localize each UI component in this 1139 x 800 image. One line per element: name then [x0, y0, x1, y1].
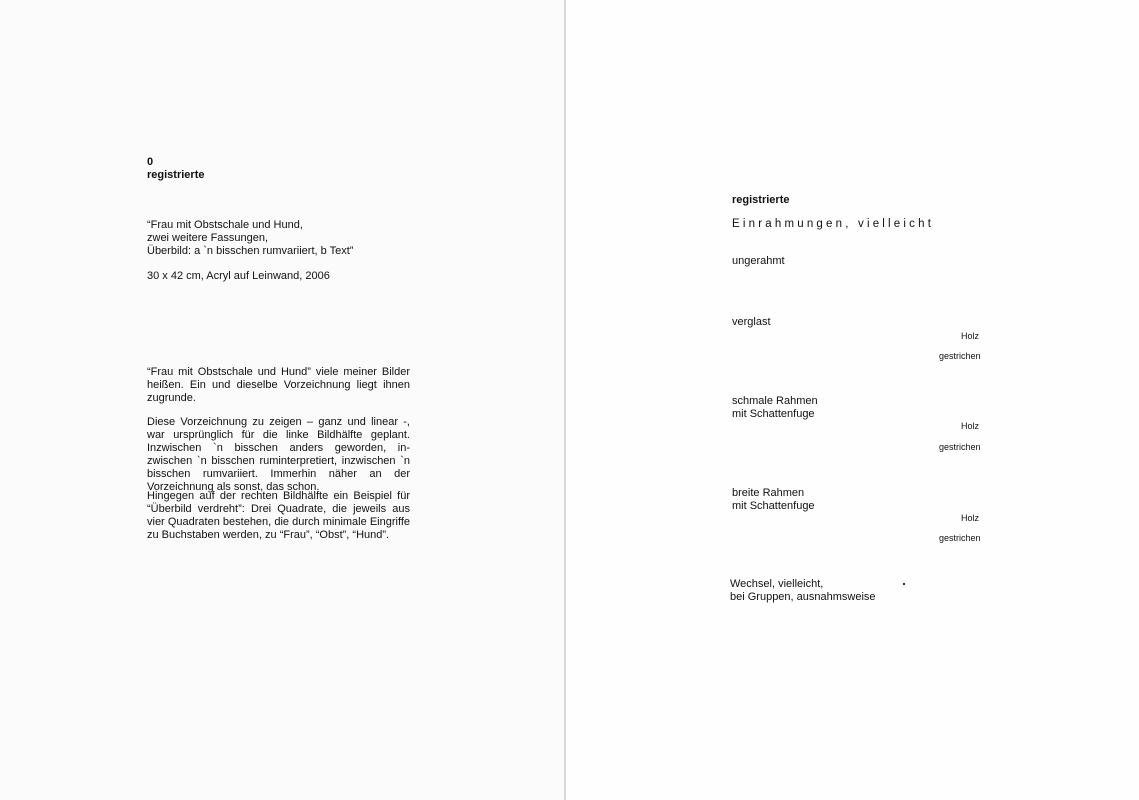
- title-line: zwei weitere Fassungen,: [147, 232, 269, 244]
- right-page: [566, 0, 1139, 800]
- option-wechsel: bei Gruppen, ausnahmsweise: [730, 591, 876, 603]
- paragraph: “Frau mit Obstschale und Hund” viele meiner Bilder heißen. Ein und dieselbe Vorzeichnung liegt ihnen zugrunde.: [147, 366, 410, 404]
- title-line: Überbild: a `n bisschen rumvariiert, b Text”: [147, 245, 354, 257]
- title-line: “Frau mit Obstschale und Hund,: [147, 219, 303, 231]
- paragraph: Hingegen auf der rechten Bildhälfte ein Beispiel für “Überbild verdreht”: Drei Quadrate, die jeweils aus vier Quadraten bestehen, die durch minimale Eingriffe zu Buchstaben werden, zu “Frau”, “Obst”, “Hund”.: [147, 490, 410, 541]
- label-gestrichen: gestrichen: [939, 533, 981, 543]
- option-schmal: schmale Rahmen: [732, 395, 818, 407]
- option-schmal: mit Schattenfuge: [732, 408, 815, 420]
- dot-mark: [903, 583, 905, 585]
- subtitle: Einrahmungen, vielleicht: [732, 218, 935, 230]
- option-verglast: verglast: [732, 316, 771, 328]
- label-holz: Holz: [961, 331, 980, 341]
- option-breit: breite Rahmen: [732, 487, 805, 499]
- paragraph: Diese Vorzeichnung zu zeigen – ganz und linear -, war ursprünglich für die linke Bildhälfte geplant. Inzwischen `n bisschen anders geworden, in-zwischen `n bisschen ruminterpretiert, inzwischen `n bisschen rumvariiert. Immerhin näher an der Vorzeichnung als sonst, das schon.: [147, 416, 410, 493]
- label-holz: Holz: [961, 421, 980, 431]
- label-holz: Holz: [961, 513, 980, 523]
- option-ungerahmt: ungerahmt: [732, 255, 785, 267]
- artwork-specs: 30 x 42 cm, Acryl auf Leinwand, 2006: [147, 270, 330, 282]
- option-breit: mit Schattenfuge: [732, 500, 815, 512]
- heading: registrierte: [732, 194, 790, 206]
- option-wechsel: Wechsel, vielleicht,: [730, 578, 824, 590]
- page-number: 0: [147, 156, 154, 168]
- label-gestrichen: gestrichen: [939, 442, 981, 452]
- heading: registrierte: [147, 169, 205, 181]
- label-gestrichen: gestrichen: [939, 351, 981, 361]
- left-page: [0, 0, 565, 800]
